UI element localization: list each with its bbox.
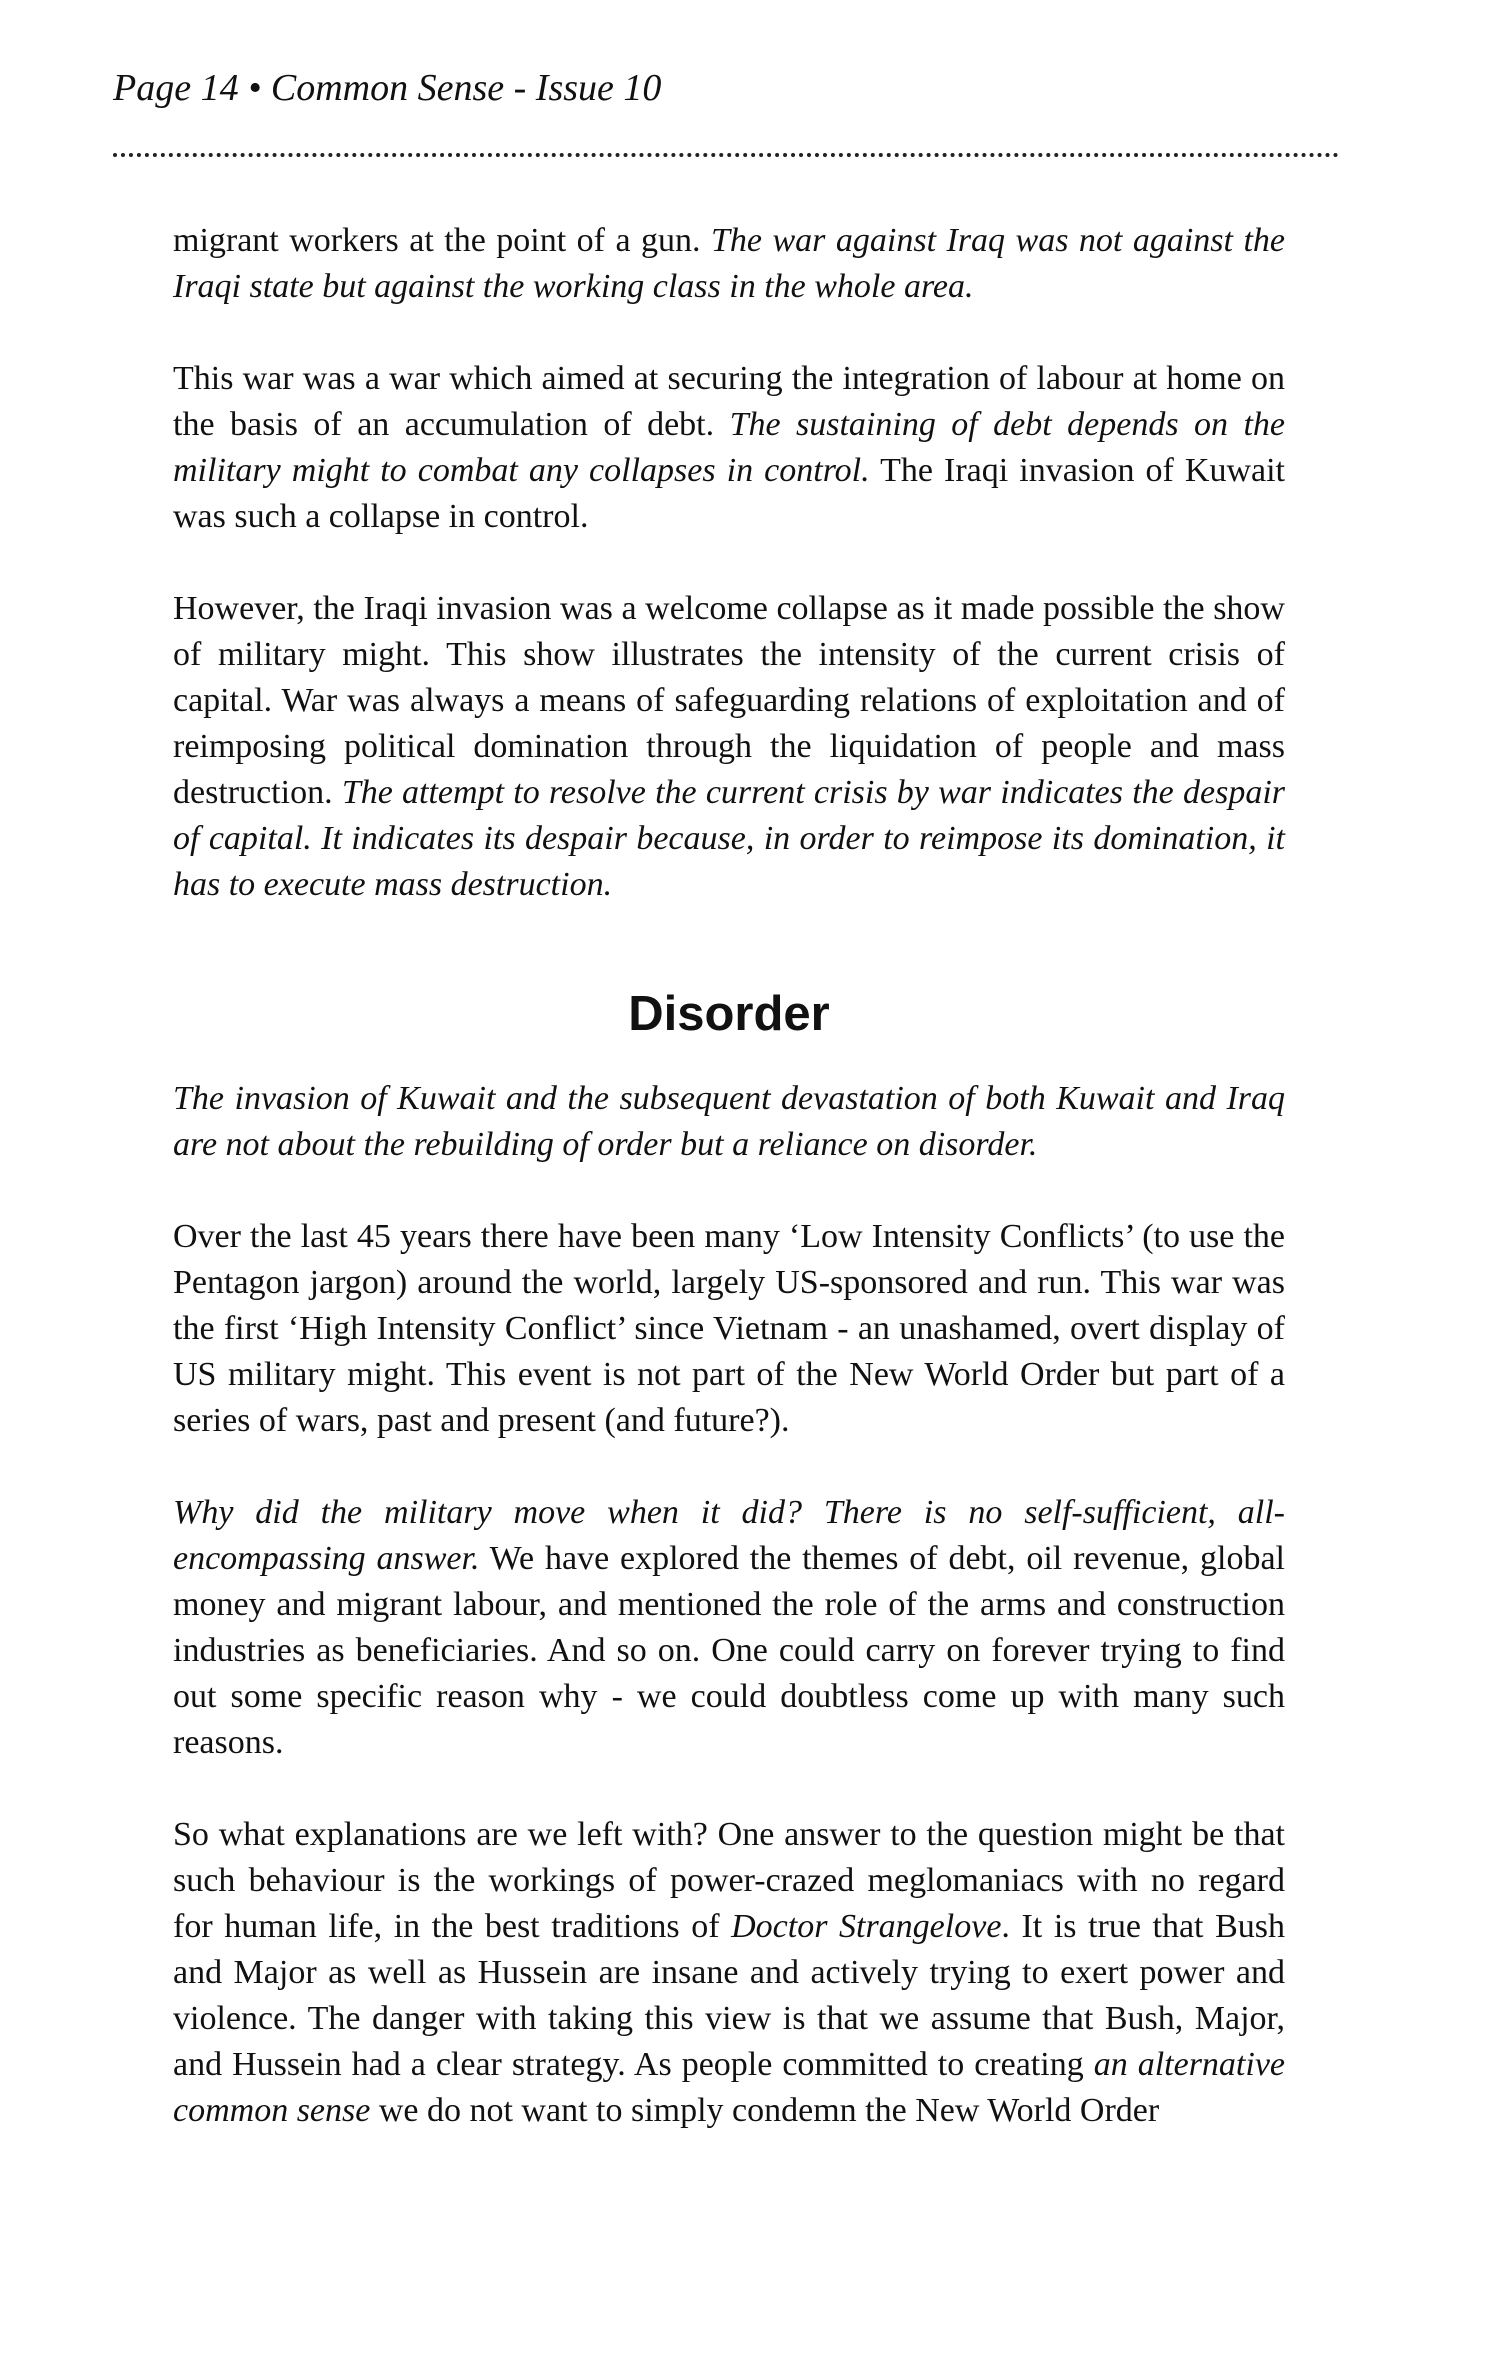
paragraph-1-emphasis: The war against Iraq was not against the Iraqi state but against the working class in the whole area. [173, 222, 1285, 305]
paragraph-1 [173, 218, 1285, 310]
paragraph-4 [173, 1076, 1285, 1168]
running-header: Page 14 • Common Sense - Issue 10 [113, 67, 662, 109]
paragraph-2-emphasis: The sustaining of debt depends on the military might to combat any collapses in control. [173, 406, 1285, 489]
paragraph-6-text: We have explored the themes of debt, oil revenue, global money and migrant labour, and mentioned the role of the arms and construction industries as beneficiaries. And so on. One could carry on forever trying to find out some specific reason why - we could doubtless come up with many such reasons. [173, 1540, 1285, 1761]
dotted-divider [113, 153, 1339, 157]
paragraph-7 [173, 1812, 1285, 2134]
paragraph-2-text-b: The Iraqi invasion of Kuwait was such a collapse in control. [173, 452, 1285, 535]
paragraph-7-emphasis-a: Doctor Strangelove [731, 1908, 1002, 1945]
paragraph-2-text-a: This war was a war which aimed at securing the integration of labour at home on the basis of an accumulation of debt. [173, 360, 1285, 443]
paragraph-7-emphasis-b: an alternative common sense [173, 2046, 1285, 2129]
paragraph-3-text: However, the Iraqi invasion was a welcome collapse as it made possible the show of military might. This show illustrates the intensity of the current crisis of capital. War was always a means of safeguarding relations of exploitation and of reimposing political domination through the liquidation of people and mass destruction. [173, 590, 1285, 811]
paragraph-6-emphasis: Why did the military move when it did? There is no self-sufficient, all-encompassing answer. [173, 1494, 1285, 1577]
paragraph-6 [173, 1490, 1285, 1766]
paragraph-5-text: Over the last 45 years there have been many ‘Low Intensity Conflicts’ (to use the Pentagon jargon) around the world, largely US-sponsored and run. This war was the first ‘High Intensity Conflict’ since Vietnam - an unashamed, overt display of US military might. This event is not part of the New World Order but part of a series of wars, past and present (and future?). [173, 1218, 1285, 1439]
paragraph-5 [173, 1214, 1285, 1444]
article-body [173, 218, 1285, 2180]
paragraph-3 [173, 586, 1285, 908]
paragraph-4-emphasis: The invasion of Kuwait and the subsequent devastation of both Kuwait and Iraq are not about the rebuilding of order but a reliance on disorder. [173, 1080, 1285, 1163]
paragraph-1-text: migrant workers at the point of a gun. [173, 222, 712, 259]
section-heading-disorder: Disorder [628, 987, 830, 1041]
paragraph-7-text-c: we do not want to simply condemn the New World Order [370, 2092, 1160, 2129]
paragraph-2 [173, 356, 1285, 540]
paragraph-3-emphasis: The attempt to resolve the current crisis by war indicates the despair of capital. It indicates its despair because, in order to reimpose its domination, it has to execute mass destruction. [173, 774, 1286, 903]
paragraph-7-text-a: So what explanations are we left with? One answer to the question might be that such behaviour is the workings of power-crazed meglomaniacs with no regard for human life, in the best traditions of [173, 1816, 1285, 1945]
paragraph-7-text-b: . It is true that Bush and Major as well as Hussein are insane and actively trying to exert power and violence. The danger with taking this view is that we assume that Bush, Major, and Hussein had a clear strategy. As people committed to creating [173, 1908, 1285, 2083]
